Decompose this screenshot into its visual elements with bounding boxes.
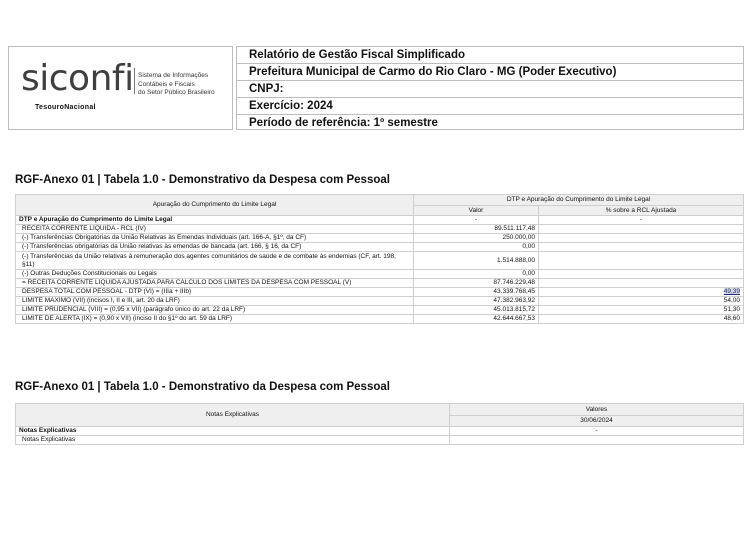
row-valor: 0,00 (414, 243, 539, 252)
row-pct: 48,60 (539, 315, 744, 324)
table-row (16, 288, 744, 297)
row-label: LIMITE DE ALERTA (IX) = (0,90 x VII) (inciso II do §1º do art. 59 da LRF) (16, 315, 414, 324)
table-row (16, 436, 744, 445)
header-apuracao: Apuração do Cumprimento do Limite Legal (16, 195, 414, 216)
row-label: RECEITA CORRENTE LÍQUIDA - RCL (IV) (16, 225, 414, 234)
row-label: (-) Outras Deduções Constitucionais ou Legais (16, 270, 414, 279)
row-label: = RECEITA CORRENTE LÍQUIDA AJUSTADA PARA CÁLCULO DOS LIMITES DA DESPESA COM PESSOAL (V) (16, 279, 414, 288)
table-row (16, 427, 744, 436)
notes-section-value: - (450, 427, 744, 436)
row-pct: 51,30 (539, 306, 744, 315)
row-valor: 45.013.815,72 (414, 306, 539, 315)
notes-row-value (450, 436, 744, 445)
table-row (16, 216, 744, 225)
header-valores: Valores (450, 404, 744, 416)
row-pct (539, 243, 744, 252)
table-row (16, 252, 744, 270)
row-valor: 42.644.667,53 (414, 315, 539, 324)
section-valor: - (414, 216, 539, 225)
row-pct (539, 279, 744, 288)
row-pct (539, 225, 744, 234)
siconfi-logo-box (8, 46, 233, 130)
table2-title: RGF-Anexo 01 | Tabela 1.0 - Demonstrativo da Despesa com Pessoal (15, 381, 390, 393)
row-valor: 89.511.117,48 (414, 225, 539, 234)
row-pct (539, 234, 744, 243)
row-pct: 54,00 (539, 297, 744, 306)
row-pct (539, 270, 744, 279)
row-label: LIMITE PRUDENCIAL (VIII) = (0,95 x VII) (parágrafo único do art. 22 da LRF) (16, 306, 414, 315)
header-date: 30/06/2024 (450, 415, 744, 427)
header-dtp-group: DTP e Apuração do Cumprimento do Limite Legal (414, 195, 744, 206)
tesouro-nacional-logo: TesouroNacional (35, 104, 96, 111)
table-row (16, 234, 744, 243)
table-row (16, 297, 744, 306)
table-row (16, 279, 744, 288)
logo-divider (134, 68, 135, 94)
explanatory-notes-table (15, 403, 744, 445)
row-valor: 43.339.768,45 (414, 288, 539, 297)
reference-period: Período de referência: 1º semestre (249, 117, 438, 129)
row-label: LIMITE MÁXIMO (VII) (incisos I, II e III, art. 20 da LRF) (16, 297, 414, 306)
table-row (16, 270, 744, 279)
siconfi-wordmark: siconfi (21, 58, 134, 99)
notes-row-label: Notas Explicativas (16, 436, 450, 445)
report-header (236, 46, 744, 130)
report-name: Relatório de Gestão Fiscal Simplificado (237, 47, 743, 64)
cnpj-label: CNPJ: (237, 81, 743, 98)
row-valor: 1.514.888,00 (414, 252, 539, 270)
row-pct (539, 252, 744, 270)
row-valor: 47.382.963,92 (414, 297, 539, 306)
highlighted-pct: 49,39 (723, 288, 741, 296)
row-valor: 250.000,00 (414, 234, 539, 243)
header-valor: Valor (414, 205, 539, 216)
logo-subtitle: Sistema de Informações Contábeis e Fiscais do Setor Público Brasileiro (138, 72, 215, 97)
personnel-expense-table (15, 194, 744, 324)
section-label: DTP e Apuração do Cumprimento do Limite Legal (16, 216, 414, 225)
row-label: DESPESA TOTAL COM PESSOAL - DTP (VI) = (IIIa + IIIb) (16, 288, 414, 297)
notes-section-label: Notas Explicativas (16, 427, 450, 436)
row-valor: 0,00 (414, 270, 539, 279)
row-label: (-) Transferências obrigatórias da União relativas às emendas de bancada (art. 166, § 16, da CF) (16, 243, 414, 252)
row-label: (-) Transferências Obrigatórias da União Relativas às Emendas Individuais (art. 166-A, §1º, da CF) (16, 234, 414, 243)
table-row (16, 306, 744, 315)
entity-name: Prefeitura Municipal de Carmo do Rio Claro - MG (Poder Executivo) (237, 64, 743, 81)
table1-title: RGF-Anexo 01 | Tabela 1.0 - Demonstrativo da Despesa com Pessoal (15, 174, 390, 186)
header-notas: Notas Explicativas (16, 404, 450, 427)
header-pct-rcl: % sobre a RCL Ajustada (539, 205, 744, 216)
row-pct (539, 288, 744, 297)
row-label: (-) Transferências da União relativas à remuneração dos agentes comunitários de saúde e de combate às endemias (CF, art. 198, §11) (16, 252, 414, 270)
exercise-year: Exercício: 2024 (237, 98, 743, 115)
row-valor: 87.746.229,48 (414, 279, 539, 288)
table-row (16, 315, 744, 324)
table-row (16, 243, 744, 252)
section-pct: - (539, 216, 744, 225)
table-row (16, 225, 744, 234)
